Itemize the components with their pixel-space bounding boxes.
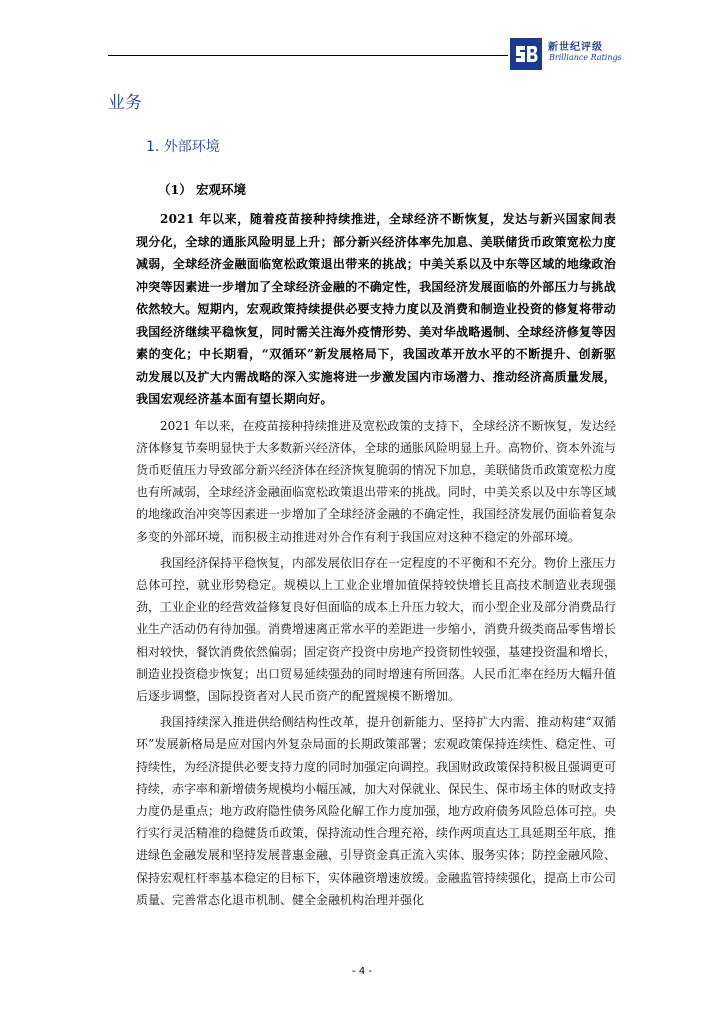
subsubsection-title: （1） 宏观环境 (158, 182, 247, 197)
page-number: - 4 - (352, 966, 372, 977)
subsection-title: 1. 外部环境 (146, 139, 220, 155)
header-rule (108, 55, 508, 56)
body-paragraph-2: 我国经济保持平稳恢复，内部发展依旧存在一定程度的不平衡和不充分。物价上涨压力总体可控，就业形势稳定。规模以上工业企业增加值保持较快增长且高技术制造业表现强劲，工业企业的经营效益修复良好但面临的成本上升压力较大，而小型企业及部分消费品行业生产活动仍有待加强。消费增速离正常水平的差距进一步缩小，消费升级类商品零售增长相对较快，餐饮消费依然偏弱；固定资产投资中房地产投资韧性较强，基建投资温和增长，制造业投资稳步恢复；出口贸易延续强劲的同时增速有所回落。人民币汇率在经历大幅升值后逐步调整，国际投资者对人民币资产的配置规模不断增加。 (136, 555, 617, 703)
body-paragraph-1: 2021 年以来，在疫苗接种持续推进及宽松政策的支持下，全球经济不断恢复，发达经济体修复节奏明显快于大多数新兴经济体，全球的通胀风险明显上升。高物价、资本外流与货币贬值压力导致部分新兴经济体在经济恢复脆弱的情况下加息，美联储货币政策宽松力度也有所减弱，全球经济金融面临宽松政策退出带来的挑战。同时，中美关系以及中东等区域的地缘政治冲突等因素进一步增加了全球经济金融的不确定性，我国经济发展仍面临着复杂多变的外部环境，而积极主动推进对外合作有利于我国应对这种不稳定的外部环境。 (136, 418, 617, 544)
brilliance-logo-icon (510, 38, 542, 70)
section-title: 业务 (108, 93, 142, 113)
body-paragraph-3: 我国持续深入推进供给侧结构性改革，提升创新能力、坚持扩大内需、推动构建“双循环”发展新格局是应对国内外复杂局面的长期政策部署；宏观政策保持连续性、稳定性、可持续性，为经济提供必要支持力度的同时加强定向调控。我国财政政策保持积极且强调更可持续，赤字率和新增债务规模均小幅压减，加大对保就业、保民生、保市场主体的财政支持力度仍是重点；地方政府隐性债务风险化解工作力度加强，地方政府债务风险总体可控。央行实行灵活精准的稳健货币政策，保持流动性合理充裕，续作两项直达工具延期至年底，推进绿色金融发展和坚持发展普惠金融，引导资金真正流入实体、服务实体；防控金融风险、保持宏观杠杆率基本稳定的目标下，实体融资增速放缓。金融监管持续强化，提高上市公司质量、完善常态化退市机制、健全金融机构治理并强化 (136, 715, 617, 907)
logo-english-text: Brilliance Ratings (549, 53, 622, 62)
logo-chinese-text: 新世纪评级 (548, 42, 603, 53)
summary-paragraph: 2021 年以来，随着疫苗接种持续推进，全球经济不断恢复，发达与新兴国家间表现分化，全球的通胀风险明显上升；部分新兴经济体率先加息、美联储货币政策宽松力度减弱，全球经济金融面临宽松政策退出带来的挑战；中美关系以及中东等区域的地缘政治冲突等因素进一步增加了全球经济金融的不确定性，我国经济发展面临的外部压力与挑战依然较大。短期内，宏观政策持续提供必要支持力度以及消费和制造业投资的修复将带动我国经济继续平稳恢复，同时需关注海外疫情形势、美对华战略遏制、全球经济修复等因素的变化；中长期看，“双循环”新发展格局下，我国改革开放水平的不断提升、创新驱动发展以及扩大内需战略的深入实施将进一步激发国内市场潜力、推动经济高质量发展，我国宏观经济基本面有望长期向好。 (136, 212, 616, 406)
body-content (136, 208, 616, 911)
